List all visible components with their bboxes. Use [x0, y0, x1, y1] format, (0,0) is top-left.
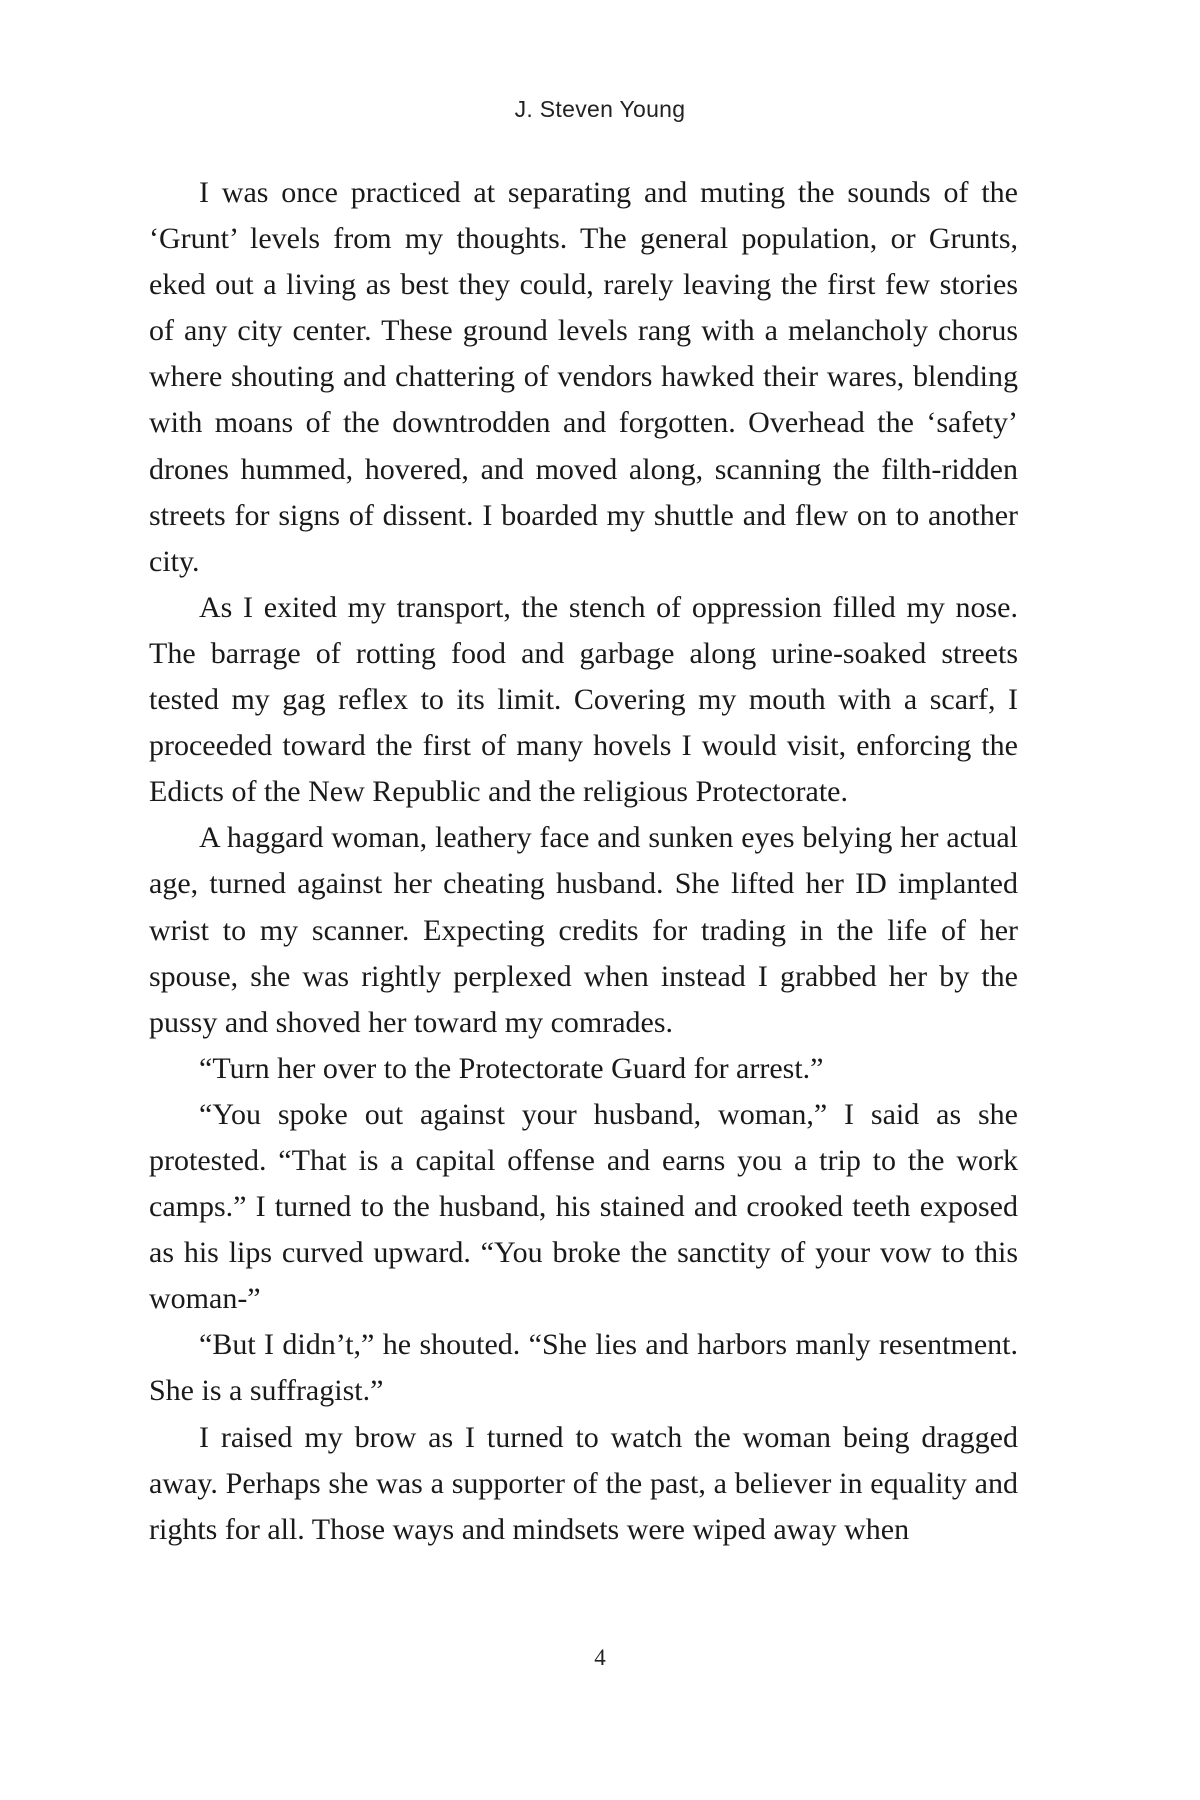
paragraph: “Turn her over to the Protectorate Guard for arrest.”	[199, 1051, 824, 1085]
page-number: 4	[594, 1645, 606, 1670]
paragraph: A haggard woman, leathery face and sunken eyes belying her actual age, turned against her cheating husband. She lifted her ID implanted wrist to my scanner. Expecting credits for trading in the life of her spouse, she was rightly perplexed when instead I grabbed her by the pussy and shoved her toward my comrades.	[149, 821, 1018, 1039]
running-header-author: J. Steven Young	[514, 96, 686, 122]
paragraph: I raised my brow as I turned to watch the woman being dragged away. Perhaps she was a supporter of the past, a believer in equality and rights for all. Those ways and mindsets were wiped away when	[149, 1420, 1018, 1546]
body-text	[149, 170, 1018, 1553]
paragraph: “You spoke out against your husband, woman,” I said as she protested. “That is a capital offense and earns you a trip to the work camps.” I turned to the husband, his stained and crooked teeth exposed as his lips curved upward. “You broke the sanctity of your vow to this woman-”	[149, 1097, 1018, 1316]
paragraph: As I exited my transport, the stench of oppression filled my nose. The barrage of rotting food and garbage along urine-soaked streets tested my gag reflex to its limit. Covering my mouth with a scarf, I proceeded toward the first of many hovels I would visit, enforcing the Edicts of the New Republic and the religious Protectorate.	[149, 590, 1018, 809]
paragraph: “But I didn’t,” he shouted. “She lies and harbors manly resentment. She is a suffragist.”	[149, 1328, 1018, 1408]
paragraph: I was once practiced at separating and muting the sounds of the ‘Grunt’ levels from my thoughts. The general population, or Grunts, eked out a living as best they could, rarely leaving the first few stories of any city center. These ground levels rang with a melancholy chorus where shouting and chattering of vendors hawked their wares, blending with moans of the downtrodden and forgotten. Overhead the ‘safety’ drones hummed, hovered, and moved along, scanning the filth-ridden streets for signs of dissent. I boarded my shuttle and flew on to another city.	[149, 176, 1018, 578]
